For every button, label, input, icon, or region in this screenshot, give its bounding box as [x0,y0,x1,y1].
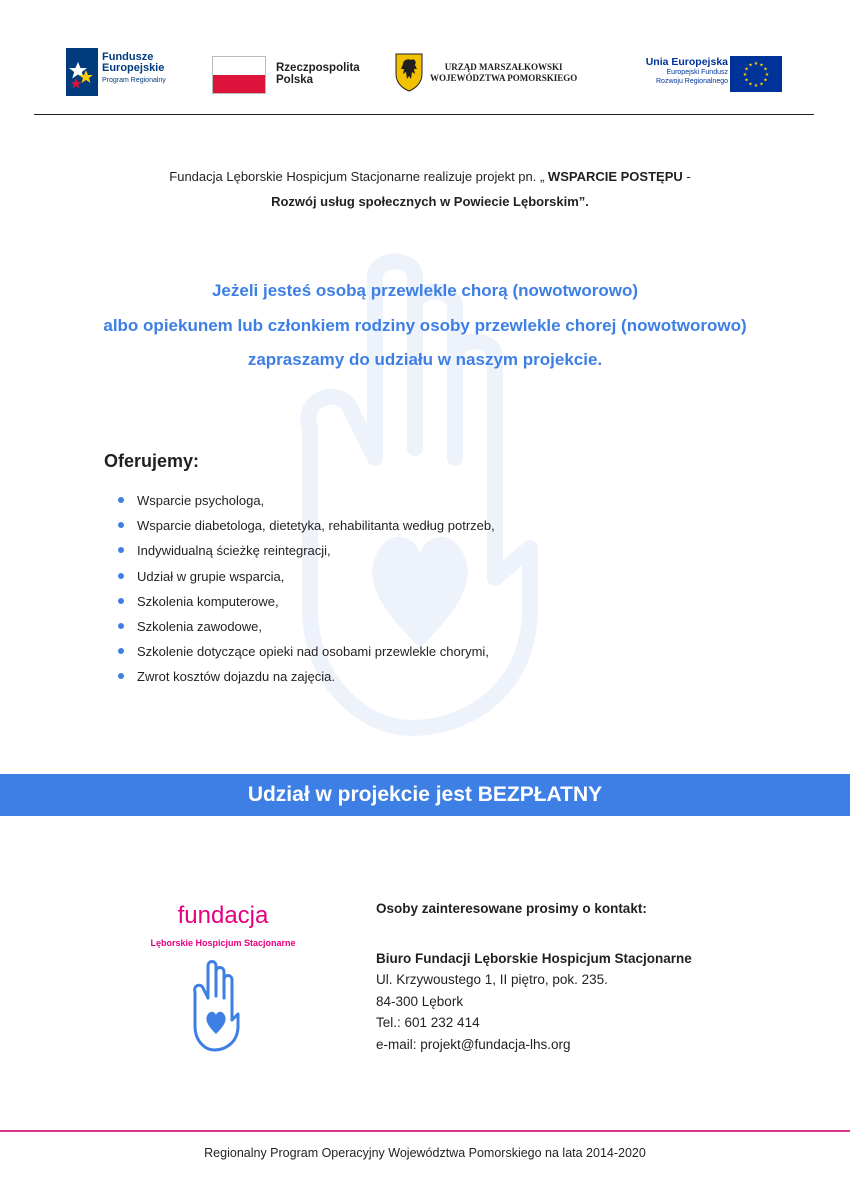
list-item: Szkolenia komputerowe, [118,589,495,614]
rozwoju-regionalnego-label: Rozwoju Regionalnego [656,78,728,85]
fundusze-europejskie-logo [66,48,196,96]
list-item: Wsparcie psychologa, [118,488,495,513]
foundation-hand-heart-icon [186,956,254,1054]
foundation-subtitle: Lęborskie Hospicjum Stacjonarne [150,938,296,948]
europejski-fundusz-label: Europejski Fundusz [666,69,728,76]
svg-text:★: ★ [742,72,748,78]
fundusze-europejskie-emblem-icon [66,48,98,96]
svg-text:★: ★ [763,77,768,84]
pomorskie-coat-of-arms-icon [394,52,424,92]
list-item: Szkolenia zawodowe, [118,614,495,639]
contact-email: e-mail: projekt@fundacja-lhs.org [376,1036,571,1052]
rzeczpospolita-label: Rzeczpospolita [276,62,360,74]
contact-city: 84-300 Lębork [376,993,464,1009]
contact-office: Biuro Fundacji Lęborskie Hospicjum Stacjonarne [376,951,692,966]
fundusze-label: Fundusze [102,51,154,63]
svg-text:★: ★ [759,62,764,69]
list-item: Zwrot kosztów dojazdu na zajęcia. [118,664,495,689]
list-item: Szkolenie dotyczące opieki nad osobami przewlekle chorymi, [118,639,495,664]
unia-europejska-label: Unia Europejska [645,56,728,68]
contact-heading: Osoby zainteresowane prosimy o kontakt: [376,901,647,916]
unia-europejska-logo [620,54,790,96]
svg-text:★: ★ [753,61,759,67]
free-participation-banner: Udział w projekcie jest BEZPŁATNY [0,774,850,816]
footer-divider [0,1130,850,1132]
urzad-label: URZĄD MARSZAŁKOWSKI [444,62,563,72]
poland-flag-icon [212,56,266,94]
project-name-part2: Rozwój usług społecznych w Powiecie Lęborskim”. [271,194,589,209]
offer-list [118,488,495,690]
svg-text:★: ★ [744,77,749,84]
eu-flag-icon [730,56,782,92]
foundation-name: fundacja [177,902,269,929]
svg-text:★: ★ [748,62,753,69]
invitation [40,274,810,378]
intro-prefix: Fundacja Lęborskie Hospicjum Stacjonarne realizuje projekt pn. „ [169,169,548,184]
list-item: Indywidualną ścieżkę reintegracji, [118,538,495,563]
contact-block [376,900,806,1055]
project-intro [60,164,800,214]
footer-text: Regionalny Program Operacyjny Województwa Pomorskiego na lata 2014-2020 [204,1146,646,1160]
urzad-marszalkowski-logo [394,52,604,94]
svg-text:★: ★ [763,66,768,73]
header-divider [34,114,814,115]
offer-title: Oferujemy: [104,451,200,471]
contact-address: Ul. Krzywoustego 1, II piętro, pok. 235. [376,972,608,987]
invitation-line3: zapraszamy do udziału w naszym projekcie. [247,350,603,369]
list-item: Wsparcie diabetologa, dietetyka, rehabilitanta według potrzeb, [118,513,495,538]
polska-label: Polska [276,74,314,86]
rzeczpospolita-polska-logo [212,56,382,94]
svg-text:★: ★ [759,81,764,88]
wojewodztwa-label: WOJEWÓDZTWA POMORSKIEGO [430,73,578,83]
contact-phone: Tel.: 601 232 414 [376,1015,480,1030]
svg-text:★: ★ [744,66,749,73]
list-item: Udział w grupie wsparcia, [118,564,495,589]
program-regionalny-label: Program Regionalny [102,77,166,84]
svg-text:★: ★ [753,83,759,89]
project-name-part1: WSPARCIE POSTĘPU [547,169,683,184]
intro-dash: - [682,169,691,184]
europejskie-label: Europejskie [102,62,165,74]
invitation-line1: Jeżeli jesteś osobą przewlekle chorą (nowotworowo) [211,281,639,300]
svg-text:★: ★ [748,81,753,88]
invitation-line2: albo opiekunem lub członkiem rodziny osoby przewlekle chorej (nowotworowo) [103,315,747,335]
svg-text:★: ★ [764,72,770,78]
